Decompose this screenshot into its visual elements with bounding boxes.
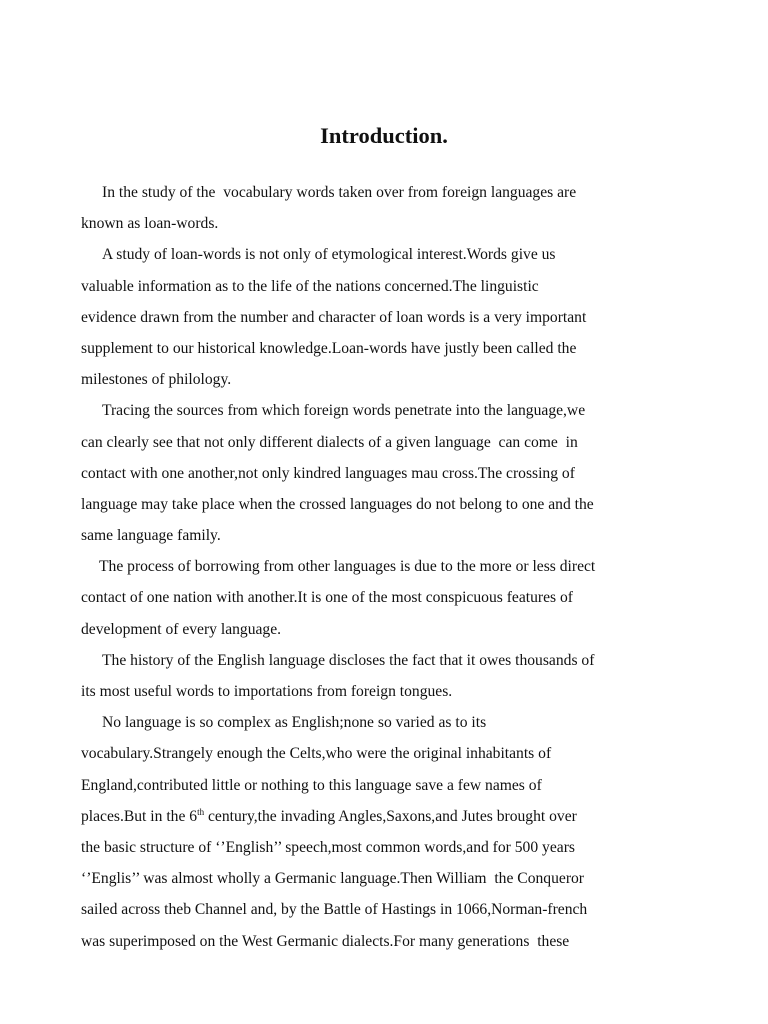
text-line: In the study of the vocabulary words taken over from foreign languages are [102,184,577,201]
text-line: A study of loan-words is not only of etymological interest.Words give us [102,246,556,264]
text-line: sailed across theb Channel and, by the Battle of Hastings in 1066,Norman-french [81,901,588,919]
text-line: contact with one another,not only kindred languages mau cross.The crossing of [81,464,575,482]
text-line: vocabulary.Strangely enough the Celts,who were the original inhabitants of [81,745,552,763]
text-line: language may take place when the crossed languages do not belong to one and the [81,495,594,513]
text-line: the basic structure of ‘’English’’ speech,most common words,and for 500 years [81,838,575,856]
text-line: development of every language. [81,620,282,638]
text-line: known as loan-words. [81,215,219,233]
text-line: can clearly see that not only different dialects of a given language can come in [81,433,578,451]
text-line: evidence drawn from the number and character of loan words is a very important [81,308,587,326]
text-line: milestones of philology. [81,371,232,389]
text-line: valuable information as to the life of the nations concerned.The linguistic [81,277,539,295]
text-line: contact of one nation with another.It is one of the most conspicuous features of [81,589,573,607]
text-line: same language family. [81,527,221,545]
text-line-with-superscript [81,801,681,832]
text-line: Tracing the sources from which foreign words penetrate into the language,we [102,402,586,420]
text-line: ‘’Englis’’ was almost wholly a Germanic language.Then William the Conqueror [81,870,584,888]
text-segment: places.But in the 6 [81,807,198,825]
body-text [81,177,681,957]
text-line: No language is so complex as English;none so varied as to its [102,714,487,732]
text-line: England,contributed little or nothing to this language save a few names of [81,776,542,794]
text-line: The process of borrowing from other languages is due to the more or less direct [99,558,596,576]
text-line: its most useful words to importations from foreign tongues. [81,683,453,700]
text-segment: century,the invading Angles,Saxons,and Jutes brought over [204,807,577,825]
text-line: The history of the English language discloses the fact that it owes thousands of [102,651,595,669]
page-title: Introduction. [320,123,448,148]
ordinal-superscript: th [197,806,205,817]
text-line: supplement to our historical knowledge.Loan-words have justly been called the [81,339,577,357]
text-line: was superimposed on the West Germanic dialects.For many generations these [81,932,570,950]
